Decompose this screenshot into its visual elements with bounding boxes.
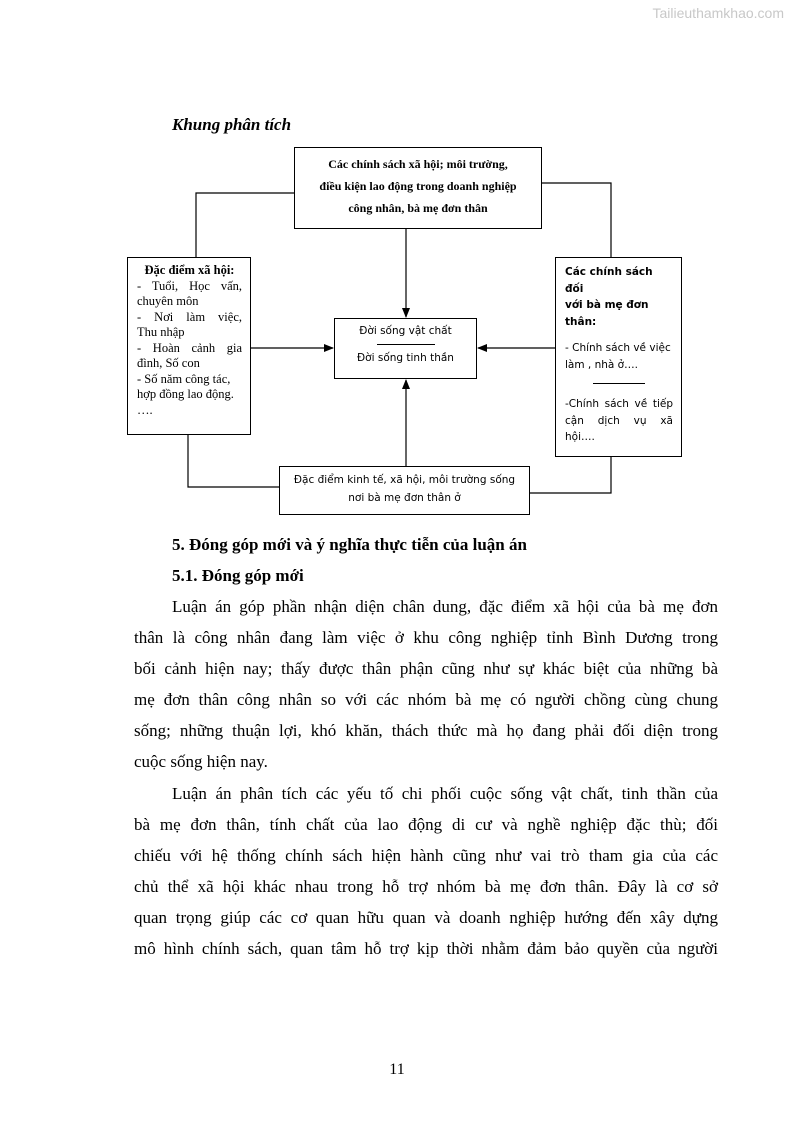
social-policy-line: công nhân, bà mẹ đơn thân <box>348 201 488 215</box>
paragraph-line: bà mẹ đơn thân, tính chất của lao động di cư và nghề nghiệp đặc thù; đối <box>134 815 718 834</box>
social-characteristics-line: hợp đồng lao động. <box>137 387 234 401</box>
policy-heading-line: thân: <box>565 315 597 328</box>
connector-left-to-bottom <box>188 435 279 487</box>
policy-item-line: -Chính sách về tiếp <box>565 398 673 410</box>
paragraph-line: mẹ đơn thân công nhân so với các nhóm bà mẹ có người chồng cùng chung <box>134 690 718 709</box>
social-policy-line: điều kiện lao động trong doanh nghiệp <box>319 179 517 193</box>
frame-title: Khung phân tích <box>172 115 292 134</box>
social-characteristics-line: đình, Số con <box>137 356 200 370</box>
social-characteristics-line: chuyên môn <box>137 294 199 308</box>
environment-characteristics-box <box>279 466 530 515</box>
paragraph-line: Luận án góp phần nhận diện chân dung, đặc điểm xã hội của bà mẹ đơn <box>172 597 718 616</box>
paragraph-line: sống; những thuận lợi, khó khăn, thách thức mà họ đang phải đối diện trong <box>134 721 718 740</box>
environment-line: nơi bà mẹ đơn thân ở <box>348 492 461 504</box>
social-characteristics-line: Thu nhập <box>137 325 185 339</box>
paragraph-line: mô hình chính sách, quan tâm hỗ trợ kịp thời nhằm đảm bảo quyền của người <box>134 939 718 958</box>
paragraph-line: bối cảnh hiện nay; thấy được thân phận cũng như sự khác biệt của những bà <box>134 659 718 678</box>
spiritual-life-label: Đời sống tinh thần <box>357 352 454 364</box>
paragraph-line: cuộc sống hiện nay. <box>134 752 268 771</box>
connector-right-to-bottom <box>530 457 611 493</box>
connector-top-to-left <box>196 193 294 257</box>
policy-divider <box>593 383 645 384</box>
social-characteristics-box <box>127 257 251 435</box>
policy-item-line: hội…. <box>565 431 595 443</box>
life-outcomes-box <box>334 318 477 379</box>
paragraph-line: chiếu với hệ thống chính sách hiện hành cũng như vai trò tham gia của các <box>134 846 718 865</box>
subsection-heading: 5.1. Đóng góp mới <box>172 566 304 585</box>
material-life-label: Đời sống vật chất <box>359 325 452 337</box>
connector-top-to-right <box>542 183 611 257</box>
paragraph-line: Luận án phân tích các yếu tố chi phối cuộc sống vật chất, tinh thần của <box>172 784 718 803</box>
social-characteristics-heading: Đặc điểm xã hội: <box>144 263 235 277</box>
watermark: Tailieuthamkhao.com <box>652 5 784 21</box>
environment-line: Đặc điểm kinh tế, xã hội, môi trường sống <box>293 474 516 486</box>
page-number: 11 <box>389 1061 405 1078</box>
policy-heading-line: Các chính sách đối <box>565 266 653 295</box>
policy-item-line: - Chính sách về việc <box>565 342 671 354</box>
social-characteristics-line: - Tuổi, Học vấn, <box>137 278 242 293</box>
single-mother-policy-box <box>555 257 682 457</box>
section-heading: 5. Đóng góp mới và ý nghĩa thực tiễn của luận án <box>172 535 527 554</box>
policy-heading-line: với bà mẹ đơn <box>565 299 649 311</box>
social-characteristics-line: - Hoàn cảnh gia <box>137 340 242 355</box>
paragraph-line: thân là công nhân đang làm việc ở khu công nghiệp tỉnh Bình Dương trong <box>134 628 718 647</box>
social-characteristics-line: - Số năm công tác, <box>137 371 231 386</box>
social-policy-box <box>294 147 542 229</box>
social-policy-line: Các chính sách xã hội; môi trường, <box>328 157 508 171</box>
paragraph <box>134 778 718 964</box>
social-characteristics-line: - Nơi làm việc, <box>137 309 242 324</box>
paragraph <box>134 591 718 777</box>
center-divider <box>377 344 435 345</box>
policy-item-line: làm , nhà ở…. <box>565 358 638 371</box>
policy-item-line: cận dịch vụ xã <box>565 414 673 427</box>
paragraph-line: chủ thể xã hội khác nhau trong hỗ trợ nhóm bà mẹ đơn thân. Đây là cơ sở <box>134 877 718 896</box>
paragraph-line: quan trọng giúp các cơ quan hữu quan và doanh nghiệp hướng đến xây dựng <box>134 908 718 927</box>
social-characteristics-line: …. <box>137 402 153 417</box>
